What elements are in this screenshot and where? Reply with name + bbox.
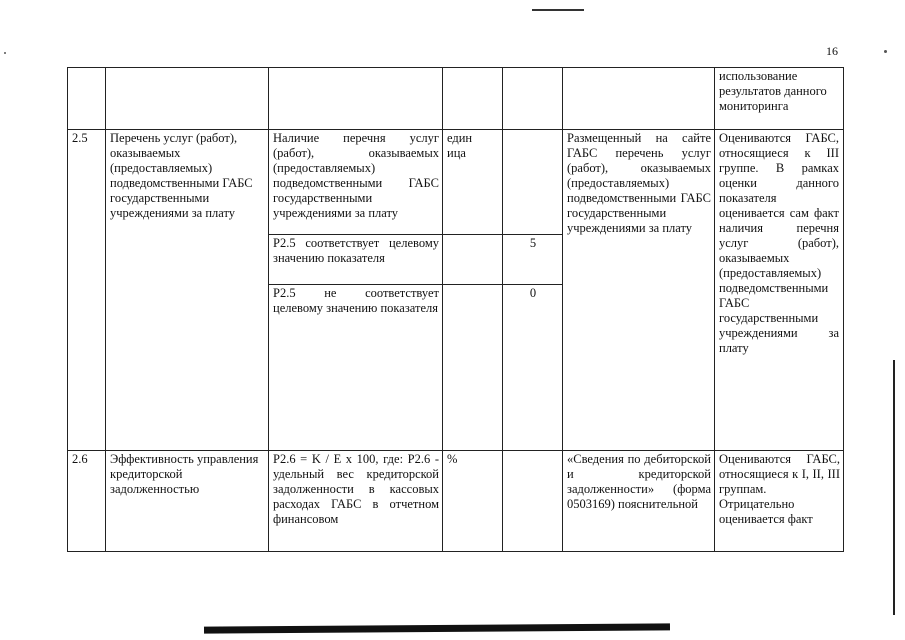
scan-speck — [4, 52, 6, 54]
cell-criterion-score: 0 — [503, 285, 563, 451]
cell-unit — [443, 235, 503, 285]
table-row-2-6 — [68, 451, 844, 552]
cell-unit: единица — [443, 130, 503, 235]
cell-criterion-text: P2.5 соответствует целевому значению показателя — [269, 235, 443, 285]
cell-num — [68, 68, 106, 130]
cell-comment: Оцениваются ГАБС, относящиеся к III группе. В рамках оценки данного показателя оценивается сам факт наличия перечня услуг (работ), оказываемых (предоставляемых) подведомственными ГАБС государственными учреждениями за плату — [715, 130, 844, 451]
cell-score — [503, 451, 563, 552]
cell-formula: Наличие перечня услуг (работ), оказываемых (предоставляемых) подведомственными ГАБС государственными учреждениями за плату — [269, 130, 443, 235]
cell-unit — [443, 285, 503, 451]
cell-source — [563, 68, 715, 130]
table-row-2-5 — [68, 130, 844, 235]
cell-formula — [269, 68, 443, 130]
cell-source: «Сведения по дебиторской и кредиторской задолженности» (форма 0503169) пояснительной — [563, 451, 715, 552]
top-dash-mark — [532, 9, 584, 11]
cell-score — [503, 130, 563, 235]
scan-speck — [884, 50, 887, 53]
cell-score — [503, 68, 563, 130]
cell-comment: Оцениваются ГАБС, относящиеся к I, II, III группам. Отрицательно оценивается факт — [715, 451, 844, 552]
scan-edge-line — [893, 360, 895, 615]
cell-unit — [443, 68, 503, 130]
cell-name: Эффективность управления кредиторской задолженностью — [106, 451, 269, 552]
cell-criterion-text: P2.5 не соответствует целевому значению показателя — [269, 285, 443, 451]
page-number: 16 — [826, 44, 838, 58]
cell-unit: % — [443, 451, 503, 552]
scan-bottom-bar — [204, 623, 670, 633]
cell-name: Перечень услуг (работ), оказываемых (предоставляемых) подведомственными ГАБС государственными учреждениями за плату — [106, 130, 269, 285]
cell-formula: P2.6 = K / E x 100, где: P2.6 - удельный вес кредиторской задолженности в кассовых расходах ГАБС в отчетном финансовом — [269, 451, 443, 552]
table-row-continuation — [68, 68, 844, 130]
cell-criterion-score: 5 — [503, 235, 563, 285]
cell-comment-continuation: использование результатов данного мониторинга — [715, 68, 844, 130]
cell-num: 2.5 — [68, 130, 106, 451]
cell-name — [106, 68, 269, 130]
cell-source: Размещенный на сайте ГАБС перечень услуг (работ), оказываемых (предоставляемых) подведомственными ГАБС государственными учреждениями за плату — [563, 130, 715, 451]
cell-name — [106, 285, 269, 451]
indicators-table — [67, 67, 844, 552]
cell-num: 2.6 — [68, 451, 106, 552]
